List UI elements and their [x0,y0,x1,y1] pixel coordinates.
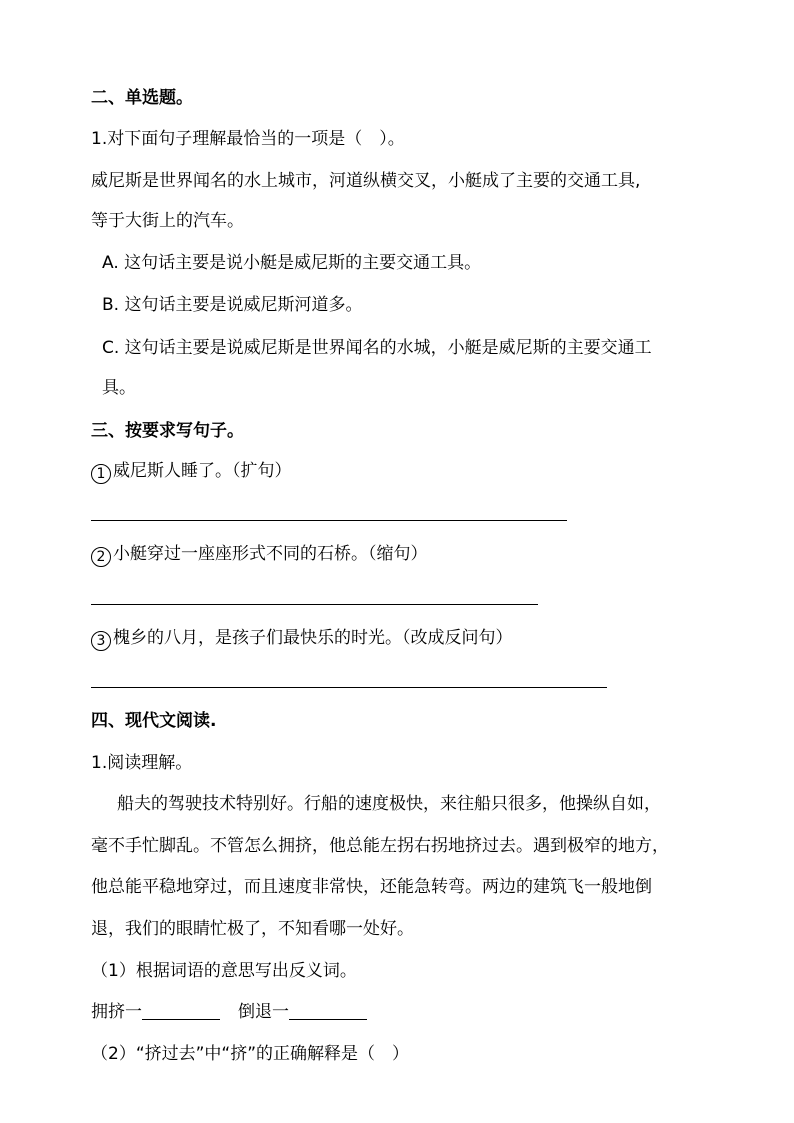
section-heading: 三、按要求写句子。 [91,421,244,441]
reading-paragraph-line: 他总能平稳地穿过，而且速度非常快，还能急转弯。两边的建筑飞一般地倒 [91,877,652,897]
antonym-blank[interactable] [289,1003,367,1020]
option-c: C. 这句话主要是说威尼斯是世界闻名的水城，小艇是威尼斯的主要交通工 [102,338,652,358]
answer-line [91,604,538,605]
sub-question: （2）“挤过去”中“挤”的正确解释是（ ） [91,1044,410,1064]
option-b: B. 这句话主要是说威尼斯河道多。 [102,295,363,315]
rewrite-item-text: 槐乡的八月，是孩子们最快乐的时光。（改成反问句） [113,628,513,648]
passage-line: 威尼斯是世界闻名的水上城市，河道纵横交叉，小艇成了主要的交通工具, [91,171,641,191]
answer-line [91,687,607,688]
reading-paragraph-line: 退，我们的眼睛忙极了，不知看哪一处好。 [91,919,414,939]
rewrite-item-text: 威尼斯人睡了。（扩句） [113,461,292,481]
antonym-row [91,1001,367,1023]
question-text: 1.对下面句子理解最恰当的一项是（ ）。 [91,129,405,149]
rewrite-item [91,543,428,567]
number-circle: 1 [91,464,111,484]
passage-line: 等于大街上的汽车。 [91,211,244,231]
number-circle: 2 [91,547,111,567]
reading-paragraph-line: 船夫的驾驶技术特别好。行船的速度极快，来往船只很多，他操纵自如， [117,794,661,814]
option-a: A. 这句话主要是说小艇是威尼斯的主要交通工具。 [102,253,482,273]
rewrite-item [91,627,513,651]
number-circle: 3 [91,631,111,651]
sub-question: （1）根据词语的意思写出反义词。 [91,961,357,981]
rewrite-item [91,460,292,484]
reading-paragraph-line: 毫不手忙脚乱。不管怎么拥挤，他总能左拐右拐地挤过去。遇到极窄的地方， [91,836,669,856]
rewrite-item-text: 小艇穿过一座座形式不同的石桥。（缩句） [113,544,428,564]
question-text: 1.阅读理解。 [91,753,193,773]
antonym-label: 拥挤一 [91,1002,142,1022]
antonym-blank[interactable] [142,1003,220,1020]
answer-line [91,520,567,521]
section-heading: 四、现代文阅读. [91,711,217,731]
antonym-label: 倒退一 [238,1002,289,1022]
section-heading: 二、单选题。 [91,88,193,108]
option-c-continued: 具。 [102,378,136,398]
